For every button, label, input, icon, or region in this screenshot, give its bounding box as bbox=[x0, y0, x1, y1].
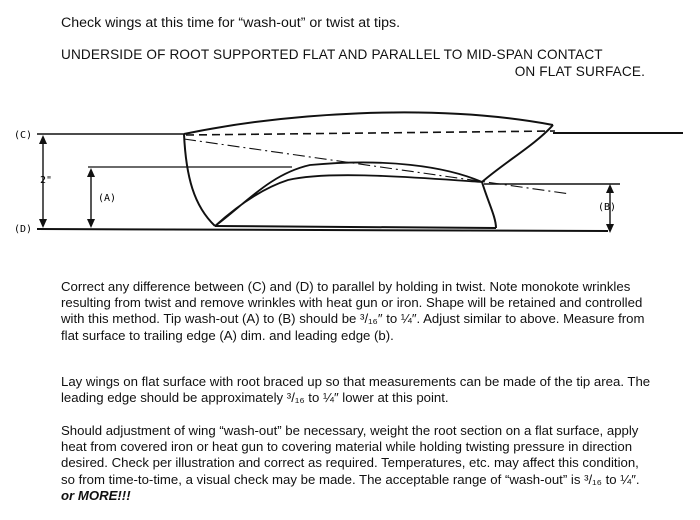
two-inch-arrow-top bbox=[39, 135, 47, 144]
root-bottom-edge bbox=[215, 226, 496, 228]
two-inch-arrow-bottom bbox=[39, 219, 47, 228]
label-b: (B) bbox=[598, 202, 617, 213]
a-arrow-top bbox=[87, 168, 95, 177]
wing-washout-diagram bbox=[0, 92, 700, 242]
b-arrow-top bbox=[606, 184, 614, 193]
measurement-paragraph: Lay wings on flat surface with root braced up so that measurements can be made of the tip area. The leading edge should be approximately ³/₁₆ to ¼″ lower at this point. bbox=[61, 374, 651, 406]
adjustment-text: Should adjustment of wing “wash-out” be necessary, weight the root section on a flat surface, apply heat from covered iron or heat gun to covering material while holding twisting pressure in direction desired. Check per illustration and correct as required. Temperatures, etc. may affect this condition, so from time-to-time, a visual check may be made. The acceptable range of “wash-out” is ³/₁₆ to ¼″. bbox=[61, 423, 640, 487]
wing-outline-right bbox=[482, 125, 553, 228]
a-arrow-bottom bbox=[87, 219, 95, 228]
adjustment-paragraph bbox=[61, 423, 651, 504]
setup-heading-line1: UNDERSIDE OF ROOT SUPPORTED FLAT AND PARALLEL TO MID-SPAN CONTACT bbox=[61, 47, 603, 62]
root-dashed-chord bbox=[186, 131, 555, 135]
correction-paragraph: Correct any difference between (C) and (D) to parallel by holding in twist. Note monokote wrinkles resulting from twist and remove wrinkles with heat gun or iron. Shape will be retained and controlled with this method. Tip wash-out (A) to (B) should be ³/₁₆″ to ¼″. Adjust similar to above. Measure from flat surface to trailing edge (A) dim. and leading edge (b). bbox=[61, 279, 645, 343]
intro-text: Check wings at this time for “wash-out” or twist at tips. bbox=[61, 15, 401, 31]
setup-heading bbox=[61, 46, 645, 80]
label-d: (D) bbox=[14, 224, 33, 235]
setup-heading-line2: ON FLAT SURFACE. bbox=[514, 64, 645, 79]
emphasis-text: or MORE!!! bbox=[61, 487, 131, 503]
label-a: (A) bbox=[98, 193, 117, 204]
label-c: (C) bbox=[14, 130, 33, 141]
wing-outline-left bbox=[184, 134, 215, 226]
root-top-edge bbox=[184, 112, 553, 134]
flat-surface-line bbox=[37, 229, 608, 231]
label-two-inch: 2" bbox=[40, 175, 53, 186]
wing-diagram-svg bbox=[0, 92, 700, 242]
tip-airfoil bbox=[215, 162, 482, 226]
